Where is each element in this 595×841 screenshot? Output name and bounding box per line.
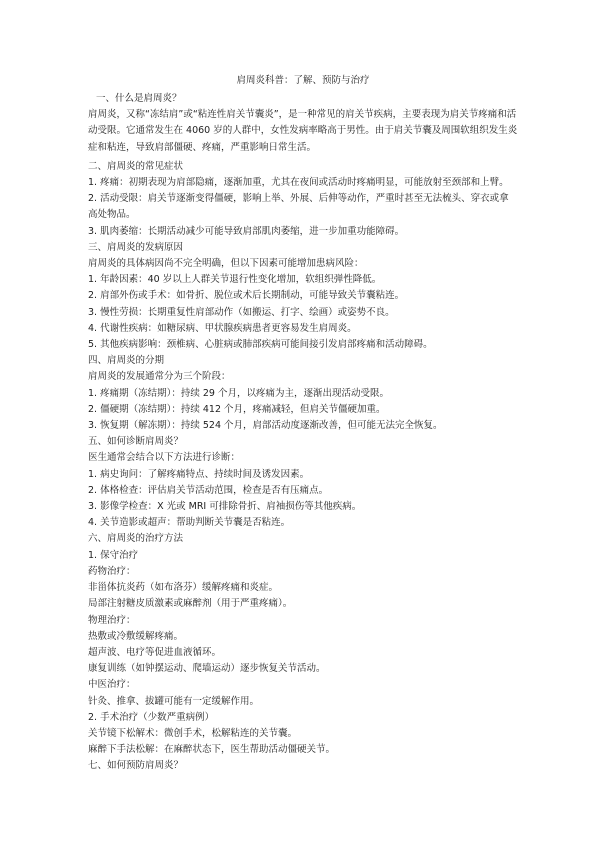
treatment-line: 针灸、推拿、拔罐可能有一定缓解作用。	[88, 695, 260, 707]
causes-intro: 肩周炎的具体病因尚不完全明确，但以下因素可能增加患病风险：	[88, 258, 364, 270]
cause-item: 4. 代谢性疾病：如糖尿病、甲状腺疾病患者更容易发生肩周炎。	[88, 322, 357, 334]
section-heading-symptoms: 二、肩周炎的常见症状	[88, 160, 184, 172]
section-heading-treatment: 六、肩周炎的治疗方法	[88, 533, 184, 545]
treatment-line: 中医治疗：	[88, 679, 136, 691]
section-heading-diagnosis: 五、如何诊断肩周炎？	[88, 436, 184, 448]
cause-item: 5. 其他疾病影响：颈椎病、心脏病或肺部疾病可能间接引发肩部疼痛和活动障碍。	[88, 339, 433, 351]
treatment-line: 关节镜下松解术：微创手术，松解粘连的关节囊。	[88, 727, 298, 739]
document-body	[88, 73, 518, 775]
stage-item: 3. 恢复期（解冻期）：持续 524 个月，肩部活动度逐渐改善，但可能无法完全恢复。	[88, 420, 443, 432]
treatment-line: 非甾体抗炎药（如布洛芬）缓解疼痛和炎症。	[88, 582, 279, 594]
cause-item: 2. 肩部外伤或手术：如骨折、脱位或术后长期制动，可能导致关节囊粘连。	[88, 290, 405, 302]
diagnosis-item: 3. 影像学检查：X 光或 MRI 可排除骨折、肩袖损伤等其他疾病。	[88, 501, 362, 513]
treatment-line: 超声波、电疗等促进血液循环。	[88, 646, 222, 658]
treatment-line: 2. 手术治疗（少数严重病例）	[88, 711, 215, 723]
section-heading-stages: 四、肩周炎的分期	[88, 355, 165, 367]
treatment-line: 1. 保守治疗	[88, 549, 139, 561]
treatment-line: 物理治疗：	[88, 614, 136, 626]
diagnosis-item: 1. 病史询问：了解疼痛特点、持续时间及诱发因素。	[88, 468, 310, 480]
treatment-line: 康复训练（如钟摆运动、爬墙运动）逐步恢复关节活动。	[88, 663, 326, 675]
symptom-item: 3. 肌肉萎缩：长期活动减少可能导致肩部肌肉萎缩，进一步加重功能障碍。	[88, 225, 405, 237]
treatment-line: 麻醉下手法松解：在麻醉状态下，医生帮助活动僵硬关节。	[88, 744, 336, 756]
stage-item: 2. 僵硬期（冻结期）：持续 412 个月，疼痛减轻，但肩关节僵硬加重。	[88, 403, 386, 415]
section-heading-causes: 三、肩周炎的发病原因	[88, 241, 184, 253]
section-heading-prevention: 七、如何预防肩周炎？	[88, 760, 184, 772]
treatment-line: 热敷或冷敷缓解疼痛。	[88, 630, 184, 642]
diagnosis-intro: 医生通常会结合以下方法进行诊断：	[88, 452, 241, 464]
symptom-item: 1. 疼痛：初期表现为肩部隐痛，逐渐加重，尤其在夜间或活动时疼痛明显，可能放射至颈部和上臂。	[88, 177, 509, 189]
stage-item: 1. 疼痛期（冻结期）：持续 29 个月，以疼痛为主，逐渐出现活动受限。	[88, 387, 389, 399]
treatment-line: 药物治疗：	[88, 565, 136, 577]
diagnosis-item: 4. 关节造影或超声：帮助判断关节囊是否粘连。	[88, 517, 291, 529]
section-paragraph-what-is: 肩周炎，又称“冻结肩”或“粘连性肩关节囊炎”，是一种常见的肩关节疾病，主要表现为肩关节疼痛和活动受限。它通常发生在 4060 岁的人群中，女性发病率略高于男性。由于肩关节囊及周围软组织发生炎症和粘连，导致肩部僵硬、疼痛，严重影响日常生活。	[88, 109, 518, 153]
cause-item: 1. 年龄因素：40 岁以上人群关节退行性变化增加，软组织弹性降低。	[88, 274, 382, 286]
section-heading-what-is: 一、什么是肩周炎？	[96, 93, 182, 104]
diagnosis-item: 2. 体格检查：评估肩关节活动范围，检查是否有压痛点。	[88, 484, 329, 496]
treatment-line: 局部注射糖皮质激素或麻醉剂（用于严重疼痛）。	[88, 598, 293, 610]
document-title: 肩周炎科普：了解、预防与治疗	[236, 75, 370, 86]
symptom-item: 2. 活动受限：肩关节逐渐变得僵硬，影响上举、外展、后伸等动作，严重时甚至无法梳头、穿衣或拿高处物品。	[88, 193, 509, 221]
cause-item: 3. 慢性劳损：长期重复性肩部动作（如搬运、打字、绘画）或姿势不良。	[88, 306, 395, 318]
stages-intro: 肩周炎的发展通常分为三个阶段：	[88, 371, 231, 383]
